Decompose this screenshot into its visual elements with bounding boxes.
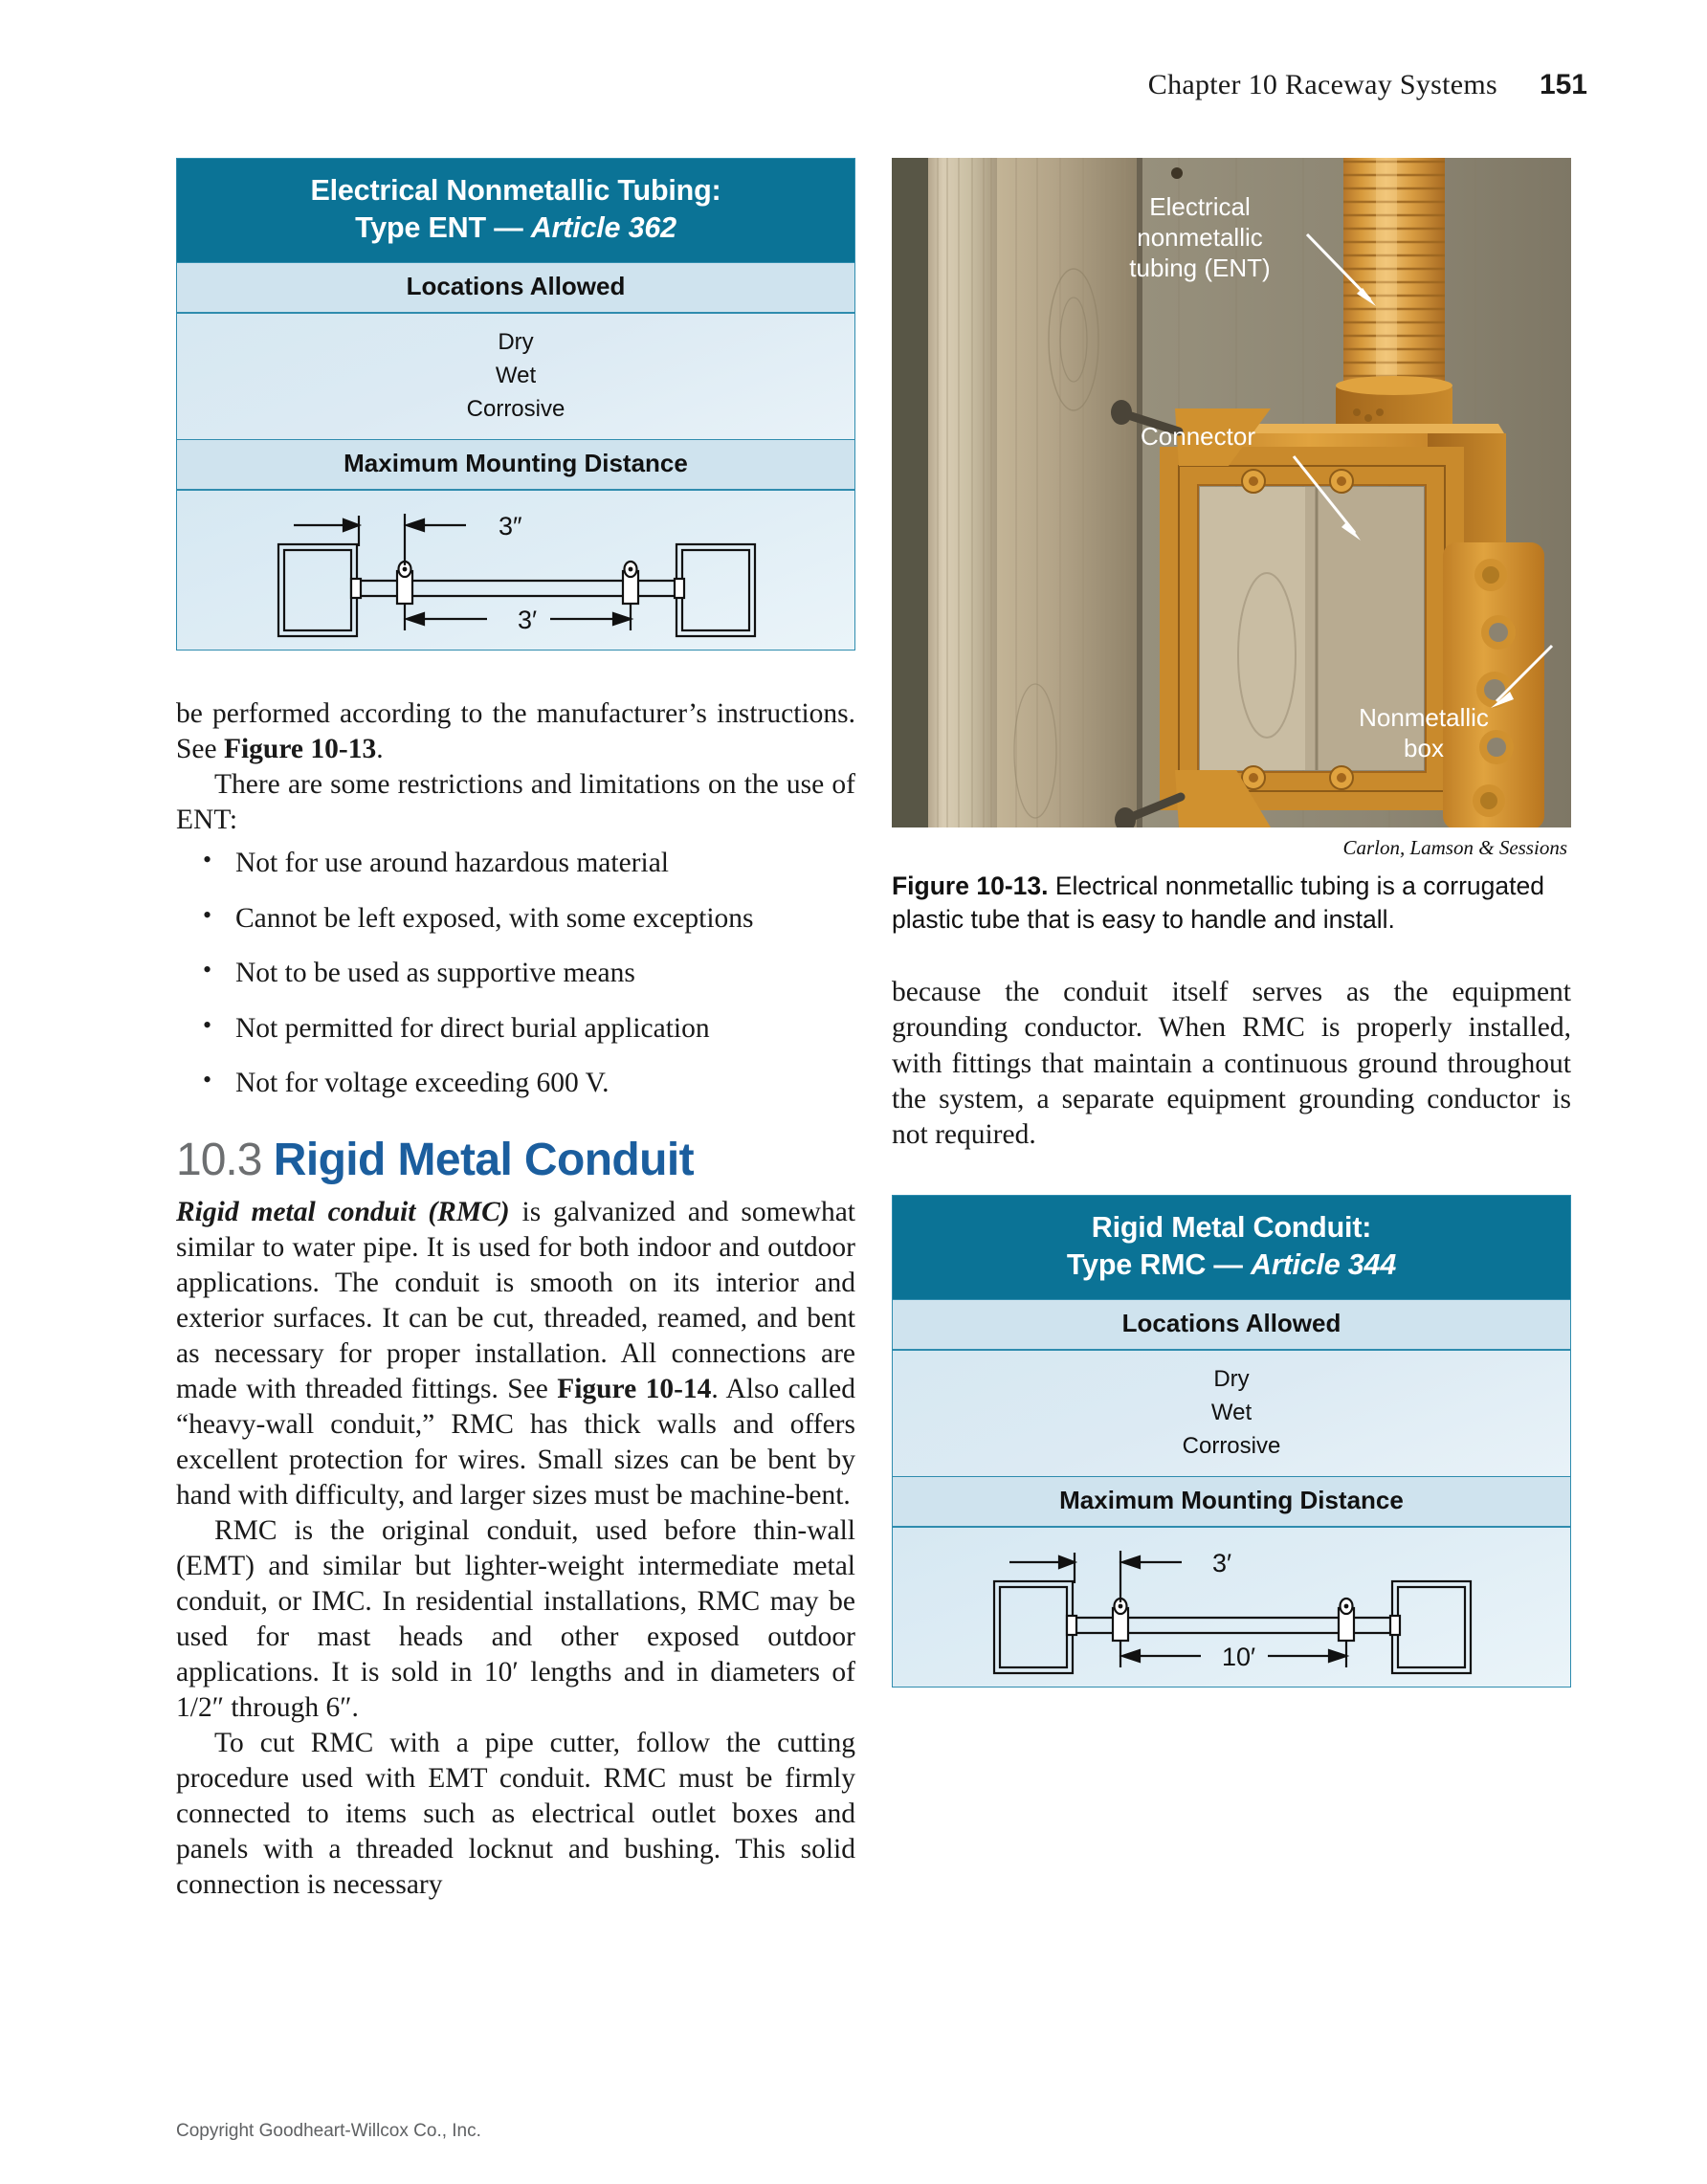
rmc-dim-span-label: 10′ <box>1222 1642 1256 1671</box>
paragraph-rmc-history: RMC is the original conduit, used before thin-wall (EMT) and similar but lighter-weight intermediate metal conduit, or IMC. In residential installations, RMC may be used for mast heads and other exposed outdoor applications. It is sold in 10′ lengths and in diameters of 1/2″ through 6″. <box>176 1514 855 1724</box>
callout-box-line2: box <box>1404 734 1444 762</box>
ent-restrictions-list <box>176 847 855 1100</box>
list-item: • Not for voltage exceeding 600 V. <box>176 1067 855 1100</box>
ent-spec-table <box>176 158 855 651</box>
left-column <box>176 158 855 1903</box>
figure-ref-10-13: Figure 10-13 <box>223 734 377 765</box>
nonmetallic-box-graphic <box>1111 400 1544 827</box>
callout-connector: Connector <box>1141 422 1255 451</box>
callout-ent-line1: Electrical <box>1149 192 1251 221</box>
ent-table-header <box>177 159 854 262</box>
rmc-locations-list <box>893 1351 1570 1476</box>
paragraph-restrictions: There are some restrictions and limitations on the use of ENT: <box>176 769 855 836</box>
left-body-text <box>176 696 855 1903</box>
callout-ent-line3: tubing (ENT) <box>1129 254 1271 282</box>
ent-location-corrosive: Corrosive <box>466 396 565 423</box>
ent-location-dry: Dry <box>498 329 534 356</box>
rmc-article: Article 344 <box>1251 1247 1397 1281</box>
rmc-location-wet: Wet <box>1210 1399 1253 1425</box>
figure-10-13-photo <box>892 158 1571 827</box>
rmc-mounting-diagram <box>893 1526 1570 1687</box>
ent-title-line2: Type ENT — Article 362 <box>355 211 676 245</box>
section-number: 10.3 <box>176 1135 274 1186</box>
rmc-locations-header: Locations Allowed <box>893 1299 1570 1351</box>
ent-location-wet: Wet <box>495 363 537 389</box>
ent-dim-support-label: 3″ <box>499 512 522 541</box>
rmc-title-line2: Type RMC — Article 344 <box>1066 1247 1397 1281</box>
ent-tubing-graphic <box>1343 158 1445 408</box>
ent-locations-header: Locations Allowed <box>177 262 854 314</box>
chapter-label: Chapter 10 Raceway Systems <box>1147 69 1497 100</box>
running-head <box>0 69 1707 107</box>
rmc-location-dry: Dry <box>1213 1365 1250 1392</box>
rmc-dim-support-label: 3′ <box>1212 1548 1232 1577</box>
section-heading-10-3 <box>176 1136 855 1184</box>
ent-locations-list <box>177 314 854 439</box>
page-number: 151 <box>1539 69 1587 100</box>
rmc-mounting-header: Maximum Mounting Distance <box>893 1476 1570 1526</box>
ent-dim-span-label: 3′ <box>518 606 538 635</box>
rmc-spec-table <box>892 1195 1571 1688</box>
ent-mounting-header: Maximum Mounting Distance <box>177 439 854 489</box>
ent-article: Article 362 <box>530 211 676 245</box>
rmc-table-header <box>893 1196 1570 1299</box>
figure-caption-text: Electrical nonmetallic tubing is a corrugated plastic tube that is easy to handle and install. <box>892 871 1544 935</box>
copyright-notice: Copyright Goodheart-Willcox Co., Inc. <box>176 2121 481 2141</box>
rmc-title-line1: Rigid Metal Conduit: <box>1091 1210 1372 1244</box>
paragraph-continued: be performed according to the manufacturer’s instructions. See Figure 10-13. <box>176 698 855 765</box>
callout-ent-line2: nonmetallic <box>1137 223 1263 252</box>
ent-mounting-diagram <box>177 489 854 650</box>
list-item: • Not to be used as supportive means <box>176 957 855 990</box>
figure-ref-10-14: Figure 10-14 <box>557 1373 712 1404</box>
rmc-location-corrosive: Corrosive <box>1182 1432 1281 1459</box>
ent-title-line1: Electrical Nonmetallic Tubing: <box>310 174 721 207</box>
callout-box-line1: Nonmetallic <box>1359 703 1489 732</box>
list-item: • Cannot be left exposed, with some exceptions <box>176 902 855 936</box>
list-item: • Not for use around hazardous material <box>176 847 855 880</box>
list-item: • Not permitted for direct burial application <box>176 1012 855 1046</box>
paragraph-rmc-cutting: To cut RMC with a pipe cutter, follow the cutting procedure used with EMT conduit. RMC must be firmly connected to items such as electrical outlet boxes and panels with a threaded locknut and bushing. This solid connection is necessary <box>176 1728 855 1901</box>
figure-caption <box>892 870 1571 937</box>
paragraph-grounding: because the conduit itself serves as the equipment grounding conductor. When RMC is properly installed, with fittings that maintain a continuous ground throughout the system, a separate equipment grounding conductor is not required. <box>892 977 1571 1150</box>
right-column <box>892 158 1571 1688</box>
figure-caption-label: Figure 10-13. <box>892 871 1049 900</box>
photo-credit: Carlon, Lamson & Sessions <box>1342 836 1567 859</box>
term-rmc: Rigid metal conduit (RMC) <box>176 1196 510 1227</box>
section-title: Rigid Metal Conduit <box>273 1135 694 1186</box>
paragraph-rmc-intro: Rigid metal conduit (RMC) is galvanized and somewhat similar to water pipe. It is used for both indoor and outdoor applications. The conduit is smooth on its interior and exterior surfaces. It can be cut, threaded, reamed, and bent as necessary for proper installation. All connections are made with threaded fittings. See Figure 10-14. Also called “heavy-wall conduit,” RMC has thick walls and offers excellent protection for wires. Small sizes can be bent by hand with difficulty, and larger sizes must be machine-bent. <box>176 1196 855 1511</box>
